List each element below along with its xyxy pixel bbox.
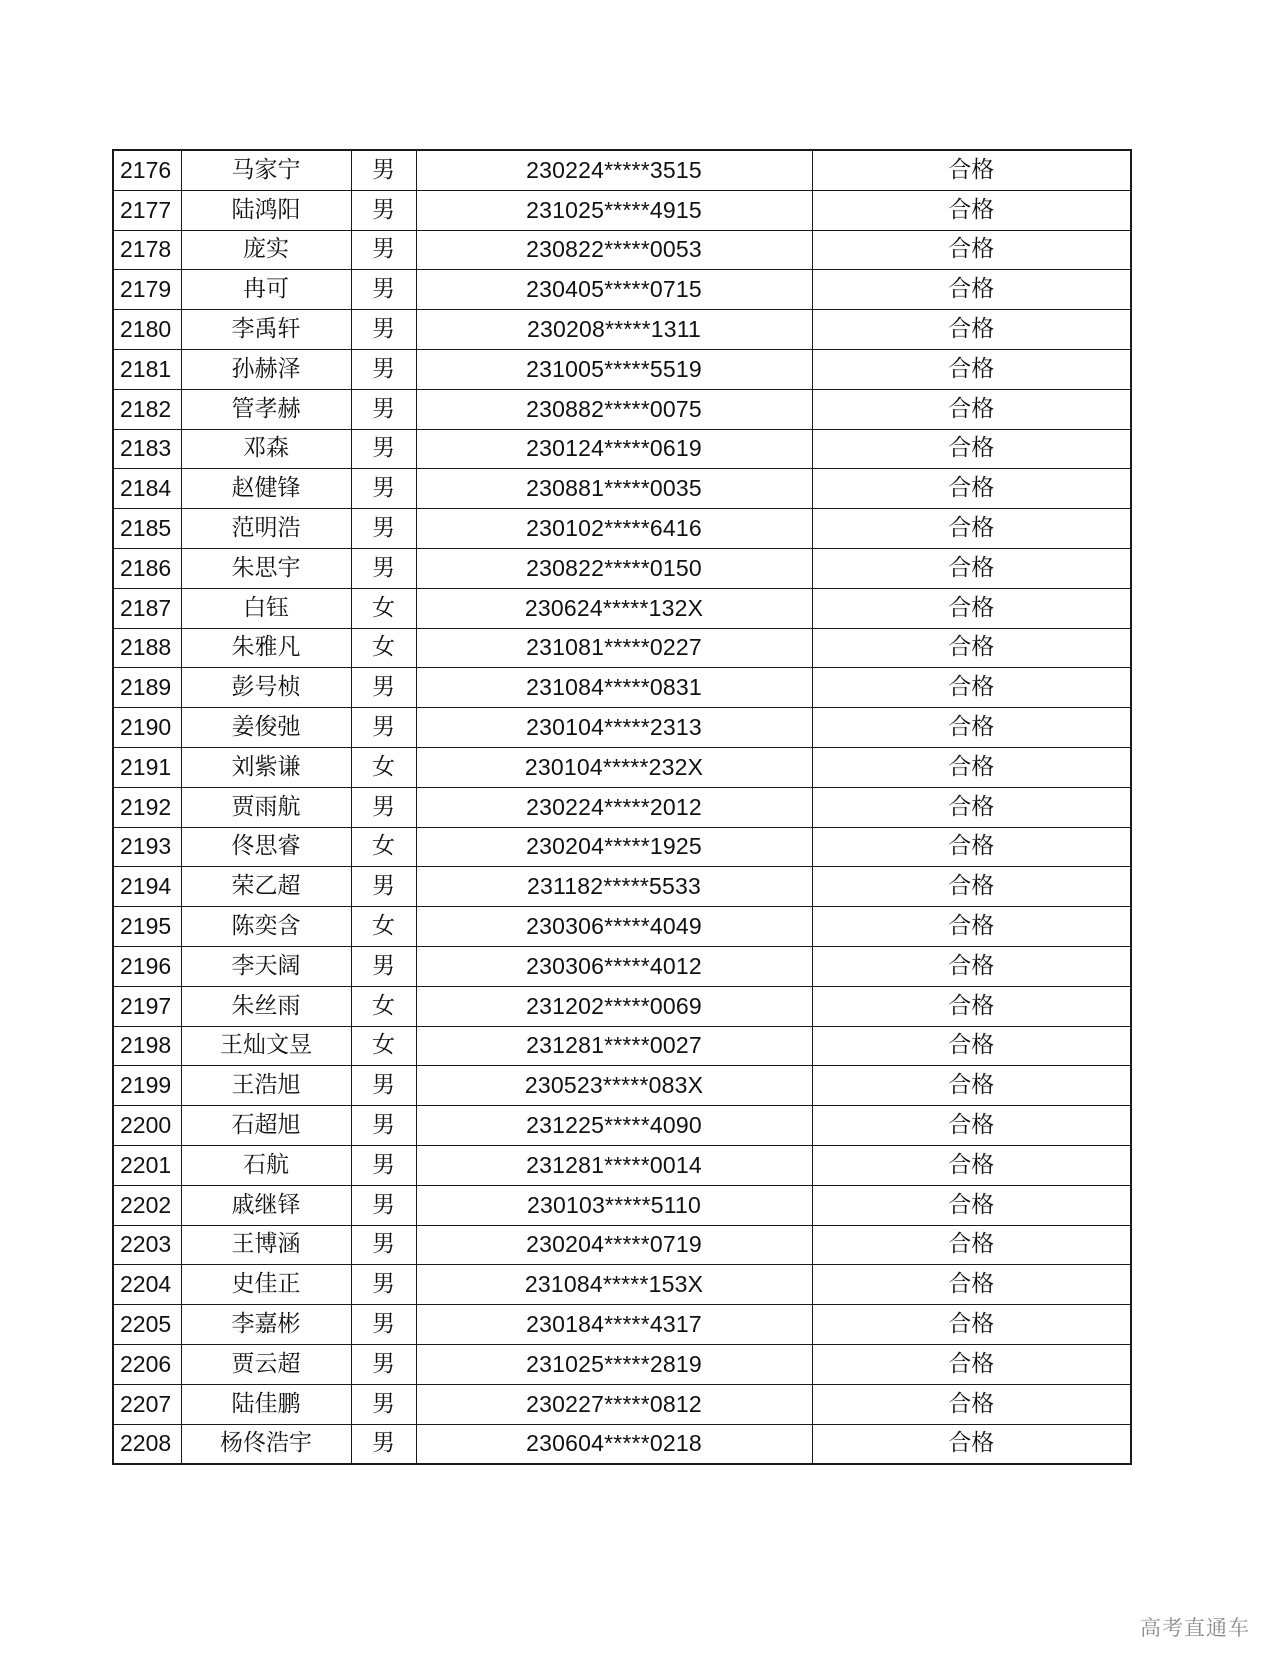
cell-id-number: 231225*****4090 xyxy=(416,1106,812,1146)
cell-status: 合格 xyxy=(812,389,1131,429)
cell-name: 石超旭 xyxy=(181,1106,351,1146)
cell-gender: 男 xyxy=(351,389,416,429)
cell-gender: 男 xyxy=(351,867,416,907)
cell-id-number: 230204*****1925 xyxy=(416,827,812,867)
cell-number: 2176 xyxy=(113,150,181,190)
cell-status: 合格 xyxy=(812,548,1131,588)
cell-status: 合格 xyxy=(812,150,1131,190)
cell-number: 2183 xyxy=(113,429,181,469)
cell-id-number: 231202*****0069 xyxy=(416,986,812,1026)
cell-name: 史佳正 xyxy=(181,1265,351,1305)
results-table-body xyxy=(113,150,1131,1464)
cell-id-number: 230306*****4049 xyxy=(416,907,812,947)
cell-name: 朱丝雨 xyxy=(181,986,351,1026)
table-row xyxy=(113,668,1131,708)
cell-number: 2185 xyxy=(113,509,181,549)
table-row xyxy=(113,150,1131,190)
table-row xyxy=(113,469,1131,509)
cell-id-number: 231182*****5533 xyxy=(416,867,812,907)
cell-number: 2191 xyxy=(113,747,181,787)
cell-name: 王博涵 xyxy=(181,1225,351,1265)
cell-status: 合格 xyxy=(812,668,1131,708)
cell-status: 合格 xyxy=(812,867,1131,907)
cell-id-number: 230822*****0150 xyxy=(416,548,812,588)
table-row xyxy=(113,708,1131,748)
table-row xyxy=(113,1384,1131,1424)
cell-number: 2195 xyxy=(113,907,181,947)
cell-id-number: 230104*****232X xyxy=(416,747,812,787)
cell-gender: 男 xyxy=(351,509,416,549)
cell-status: 合格 xyxy=(812,1225,1131,1265)
cell-name: 赵健锋 xyxy=(181,469,351,509)
cell-status: 合格 xyxy=(812,230,1131,270)
cell-gender: 男 xyxy=(351,668,416,708)
cell-number: 2207 xyxy=(113,1384,181,1424)
cell-status: 合格 xyxy=(812,1344,1131,1384)
cell-status: 合格 xyxy=(812,946,1131,986)
cell-number: 2186 xyxy=(113,548,181,588)
cell-gender: 男 xyxy=(351,1265,416,1305)
cell-name: 朱雅凡 xyxy=(181,628,351,668)
cell-name: 荣乙超 xyxy=(181,867,351,907)
table-row xyxy=(113,986,1131,1026)
cell-id-number: 230104*****2313 xyxy=(416,708,812,748)
cell-status: 合格 xyxy=(812,986,1131,1026)
cell-gender: 女 xyxy=(351,747,416,787)
cell-status: 合格 xyxy=(812,190,1131,230)
cell-gender: 男 xyxy=(351,190,416,230)
cell-status: 合格 xyxy=(812,588,1131,628)
cell-id-number: 230184*****4317 xyxy=(416,1305,812,1345)
cell-gender: 男 xyxy=(351,1145,416,1185)
cell-gender: 男 xyxy=(351,548,416,588)
cell-id-number: 230604*****0218 xyxy=(416,1424,812,1464)
cell-gender: 女 xyxy=(351,628,416,668)
cell-number: 2198 xyxy=(113,1026,181,1066)
cell-id-number: 231084*****153X xyxy=(416,1265,812,1305)
cell-id-number: 230306*****4012 xyxy=(416,946,812,986)
table-row xyxy=(113,628,1131,668)
cell-name: 孙赫泽 xyxy=(181,349,351,389)
cell-name: 范明浩 xyxy=(181,509,351,549)
cell-gender: 男 xyxy=(351,1225,416,1265)
results-table xyxy=(112,149,1132,1465)
cell-number: 2180 xyxy=(113,310,181,350)
table-row xyxy=(113,548,1131,588)
cell-number: 2184 xyxy=(113,469,181,509)
table-row xyxy=(113,1305,1131,1345)
cell-status: 合格 xyxy=(812,1026,1131,1066)
cell-name: 贾云超 xyxy=(181,1344,351,1384)
cell-gender: 男 xyxy=(351,787,416,827)
table-row xyxy=(113,509,1131,549)
table-row xyxy=(113,867,1131,907)
cell-name: 陆佳鹏 xyxy=(181,1384,351,1424)
cell-id-number: 231025*****4915 xyxy=(416,190,812,230)
cell-id-number: 230103*****5110 xyxy=(416,1185,812,1225)
cell-number: 2197 xyxy=(113,986,181,1026)
table-row xyxy=(113,1225,1131,1265)
cell-name: 冉可 xyxy=(181,270,351,310)
cell-gender: 男 xyxy=(351,310,416,350)
cell-gender: 女 xyxy=(351,1026,416,1066)
table-row xyxy=(113,1424,1131,1464)
cell-gender: 男 xyxy=(351,1344,416,1384)
cell-gender: 女 xyxy=(351,588,416,628)
cell-number: 2181 xyxy=(113,349,181,389)
cell-id-number: 230822*****0053 xyxy=(416,230,812,270)
cell-id-number: 231281*****0014 xyxy=(416,1145,812,1185)
results-sheet xyxy=(112,149,1130,1465)
table-row xyxy=(113,1026,1131,1066)
cell-id-number: 230523*****083X xyxy=(416,1066,812,1106)
cell-gender: 男 xyxy=(351,1106,416,1146)
cell-name: 陆鸿阳 xyxy=(181,190,351,230)
cell-status: 合格 xyxy=(812,310,1131,350)
cell-number: 2196 xyxy=(113,946,181,986)
table-row xyxy=(113,310,1131,350)
cell-gender: 女 xyxy=(351,827,416,867)
cell-name: 石航 xyxy=(181,1145,351,1185)
table-row xyxy=(113,389,1131,429)
cell-name: 杨佟浩宇 xyxy=(181,1424,351,1464)
cell-gender: 男 xyxy=(351,469,416,509)
cell-name: 李禹轩 xyxy=(181,310,351,350)
cell-number: 2178 xyxy=(113,230,181,270)
table-row xyxy=(113,747,1131,787)
cell-id-number: 230624*****132X xyxy=(416,588,812,628)
table-row xyxy=(113,230,1131,270)
cell-id-number: 230124*****0619 xyxy=(416,429,812,469)
table-row xyxy=(113,429,1131,469)
cell-id-number: 231025*****2819 xyxy=(416,1344,812,1384)
cell-number: 2205 xyxy=(113,1305,181,1345)
cell-gender: 男 xyxy=(351,429,416,469)
cell-status: 合格 xyxy=(812,1265,1131,1305)
cell-id-number: 230204*****0719 xyxy=(416,1225,812,1265)
cell-gender: 男 xyxy=(351,230,416,270)
cell-status: 合格 xyxy=(812,907,1131,947)
cell-number: 2188 xyxy=(113,628,181,668)
cell-status: 合格 xyxy=(812,787,1131,827)
table-row xyxy=(113,1066,1131,1106)
cell-id-number: 230102*****6416 xyxy=(416,509,812,549)
cell-name: 王浩旭 xyxy=(181,1066,351,1106)
cell-status: 合格 xyxy=(812,1106,1131,1146)
cell-gender: 男 xyxy=(351,1066,416,1106)
cell-number: 2182 xyxy=(113,389,181,429)
cell-gender: 男 xyxy=(351,150,416,190)
cell-name: 贾雨航 xyxy=(181,787,351,827)
cell-number: 2190 xyxy=(113,708,181,748)
cell-gender: 女 xyxy=(351,986,416,1026)
cell-status: 合格 xyxy=(812,1424,1131,1464)
cell-name: 刘紫谦 xyxy=(181,747,351,787)
cell-number: 2200 xyxy=(113,1106,181,1146)
table-row xyxy=(113,946,1131,986)
cell-name: 邓森 xyxy=(181,429,351,469)
cell-number: 2206 xyxy=(113,1344,181,1384)
cell-gender: 女 xyxy=(351,907,416,947)
cell-number: 2194 xyxy=(113,867,181,907)
cell-status: 合格 xyxy=(812,628,1131,668)
cell-gender: 男 xyxy=(351,270,416,310)
cell-id-number: 230208*****1311 xyxy=(416,310,812,350)
cell-status: 合格 xyxy=(812,827,1131,867)
table-row xyxy=(113,827,1131,867)
cell-gender: 男 xyxy=(351,708,416,748)
cell-name: 马家宁 xyxy=(181,150,351,190)
cell-name: 朱思宇 xyxy=(181,548,351,588)
cell-id-number: 231005*****5519 xyxy=(416,349,812,389)
table-row xyxy=(113,787,1131,827)
cell-number: 2204 xyxy=(113,1265,181,1305)
cell-number: 2199 xyxy=(113,1066,181,1106)
cell-id-number: 231081*****0227 xyxy=(416,628,812,668)
table-row xyxy=(113,1106,1131,1146)
cell-id-number: 230224*****2012 xyxy=(416,787,812,827)
cell-gender: 男 xyxy=(351,1384,416,1424)
cell-gender: 男 xyxy=(351,946,416,986)
cell-number: 2192 xyxy=(113,787,181,827)
cell-gender: 男 xyxy=(351,349,416,389)
cell-number: 2187 xyxy=(113,588,181,628)
cell-status: 合格 xyxy=(812,1145,1131,1185)
cell-name: 彭号桢 xyxy=(181,668,351,708)
cell-status: 合格 xyxy=(812,708,1131,748)
cell-name: 庞实 xyxy=(181,230,351,270)
cell-gender: 男 xyxy=(351,1305,416,1345)
cell-name: 李天阔 xyxy=(181,946,351,986)
cell-status: 合格 xyxy=(812,1185,1131,1225)
cell-name: 管孝赫 xyxy=(181,389,351,429)
cell-name: 姜俊弛 xyxy=(181,708,351,748)
cell-number: 2189 xyxy=(113,668,181,708)
cell-gender: 男 xyxy=(351,1185,416,1225)
table-row xyxy=(113,588,1131,628)
cell-id-number: 231084*****0831 xyxy=(416,668,812,708)
table-row xyxy=(113,190,1131,230)
cell-number: 2208 xyxy=(113,1424,181,1464)
table-row xyxy=(113,1265,1131,1305)
cell-status: 合格 xyxy=(812,349,1131,389)
cell-number: 2179 xyxy=(113,270,181,310)
table-row xyxy=(113,349,1131,389)
cell-status: 合格 xyxy=(812,747,1131,787)
cell-gender: 男 xyxy=(351,1424,416,1464)
cell-status: 合格 xyxy=(812,270,1131,310)
table-row xyxy=(113,1145,1131,1185)
table-row xyxy=(113,270,1131,310)
cell-status: 合格 xyxy=(812,469,1131,509)
cell-name: 白钰 xyxy=(181,588,351,628)
cell-status: 合格 xyxy=(812,1384,1131,1424)
cell-status: 合格 xyxy=(812,1305,1131,1345)
cell-id-number: 230227*****0812 xyxy=(416,1384,812,1424)
watermark-logo-text: 高考直通车 xyxy=(1140,1616,1250,1640)
cell-status: 合格 xyxy=(812,1066,1131,1106)
table-row xyxy=(113,1185,1131,1225)
cell-number: 2202 xyxy=(113,1185,181,1225)
cell-name: 戚继铎 xyxy=(181,1185,351,1225)
cell-status: 合格 xyxy=(812,509,1131,549)
cell-id-number: 230882*****0075 xyxy=(416,389,812,429)
cell-name: 李嘉彬 xyxy=(181,1305,351,1345)
cell-id-number: 231281*****0027 xyxy=(416,1026,812,1066)
cell-number: 2177 xyxy=(113,190,181,230)
cell-status: 合格 xyxy=(812,429,1131,469)
cell-number: 2193 xyxy=(113,827,181,867)
cell-number: 2201 xyxy=(113,1145,181,1185)
table-row xyxy=(113,907,1131,947)
cell-name: 王灿文昱 xyxy=(181,1026,351,1066)
cell-name: 陈奕含 xyxy=(181,907,351,947)
cell-id-number: 230405*****0715 xyxy=(416,270,812,310)
cell-name: 佟思睿 xyxy=(181,827,351,867)
cell-number: 2203 xyxy=(113,1225,181,1265)
cell-id-number: 230881*****0035 xyxy=(416,469,812,509)
table-row xyxy=(113,1344,1131,1384)
cell-id-number: 230224*****3515 xyxy=(416,150,812,190)
